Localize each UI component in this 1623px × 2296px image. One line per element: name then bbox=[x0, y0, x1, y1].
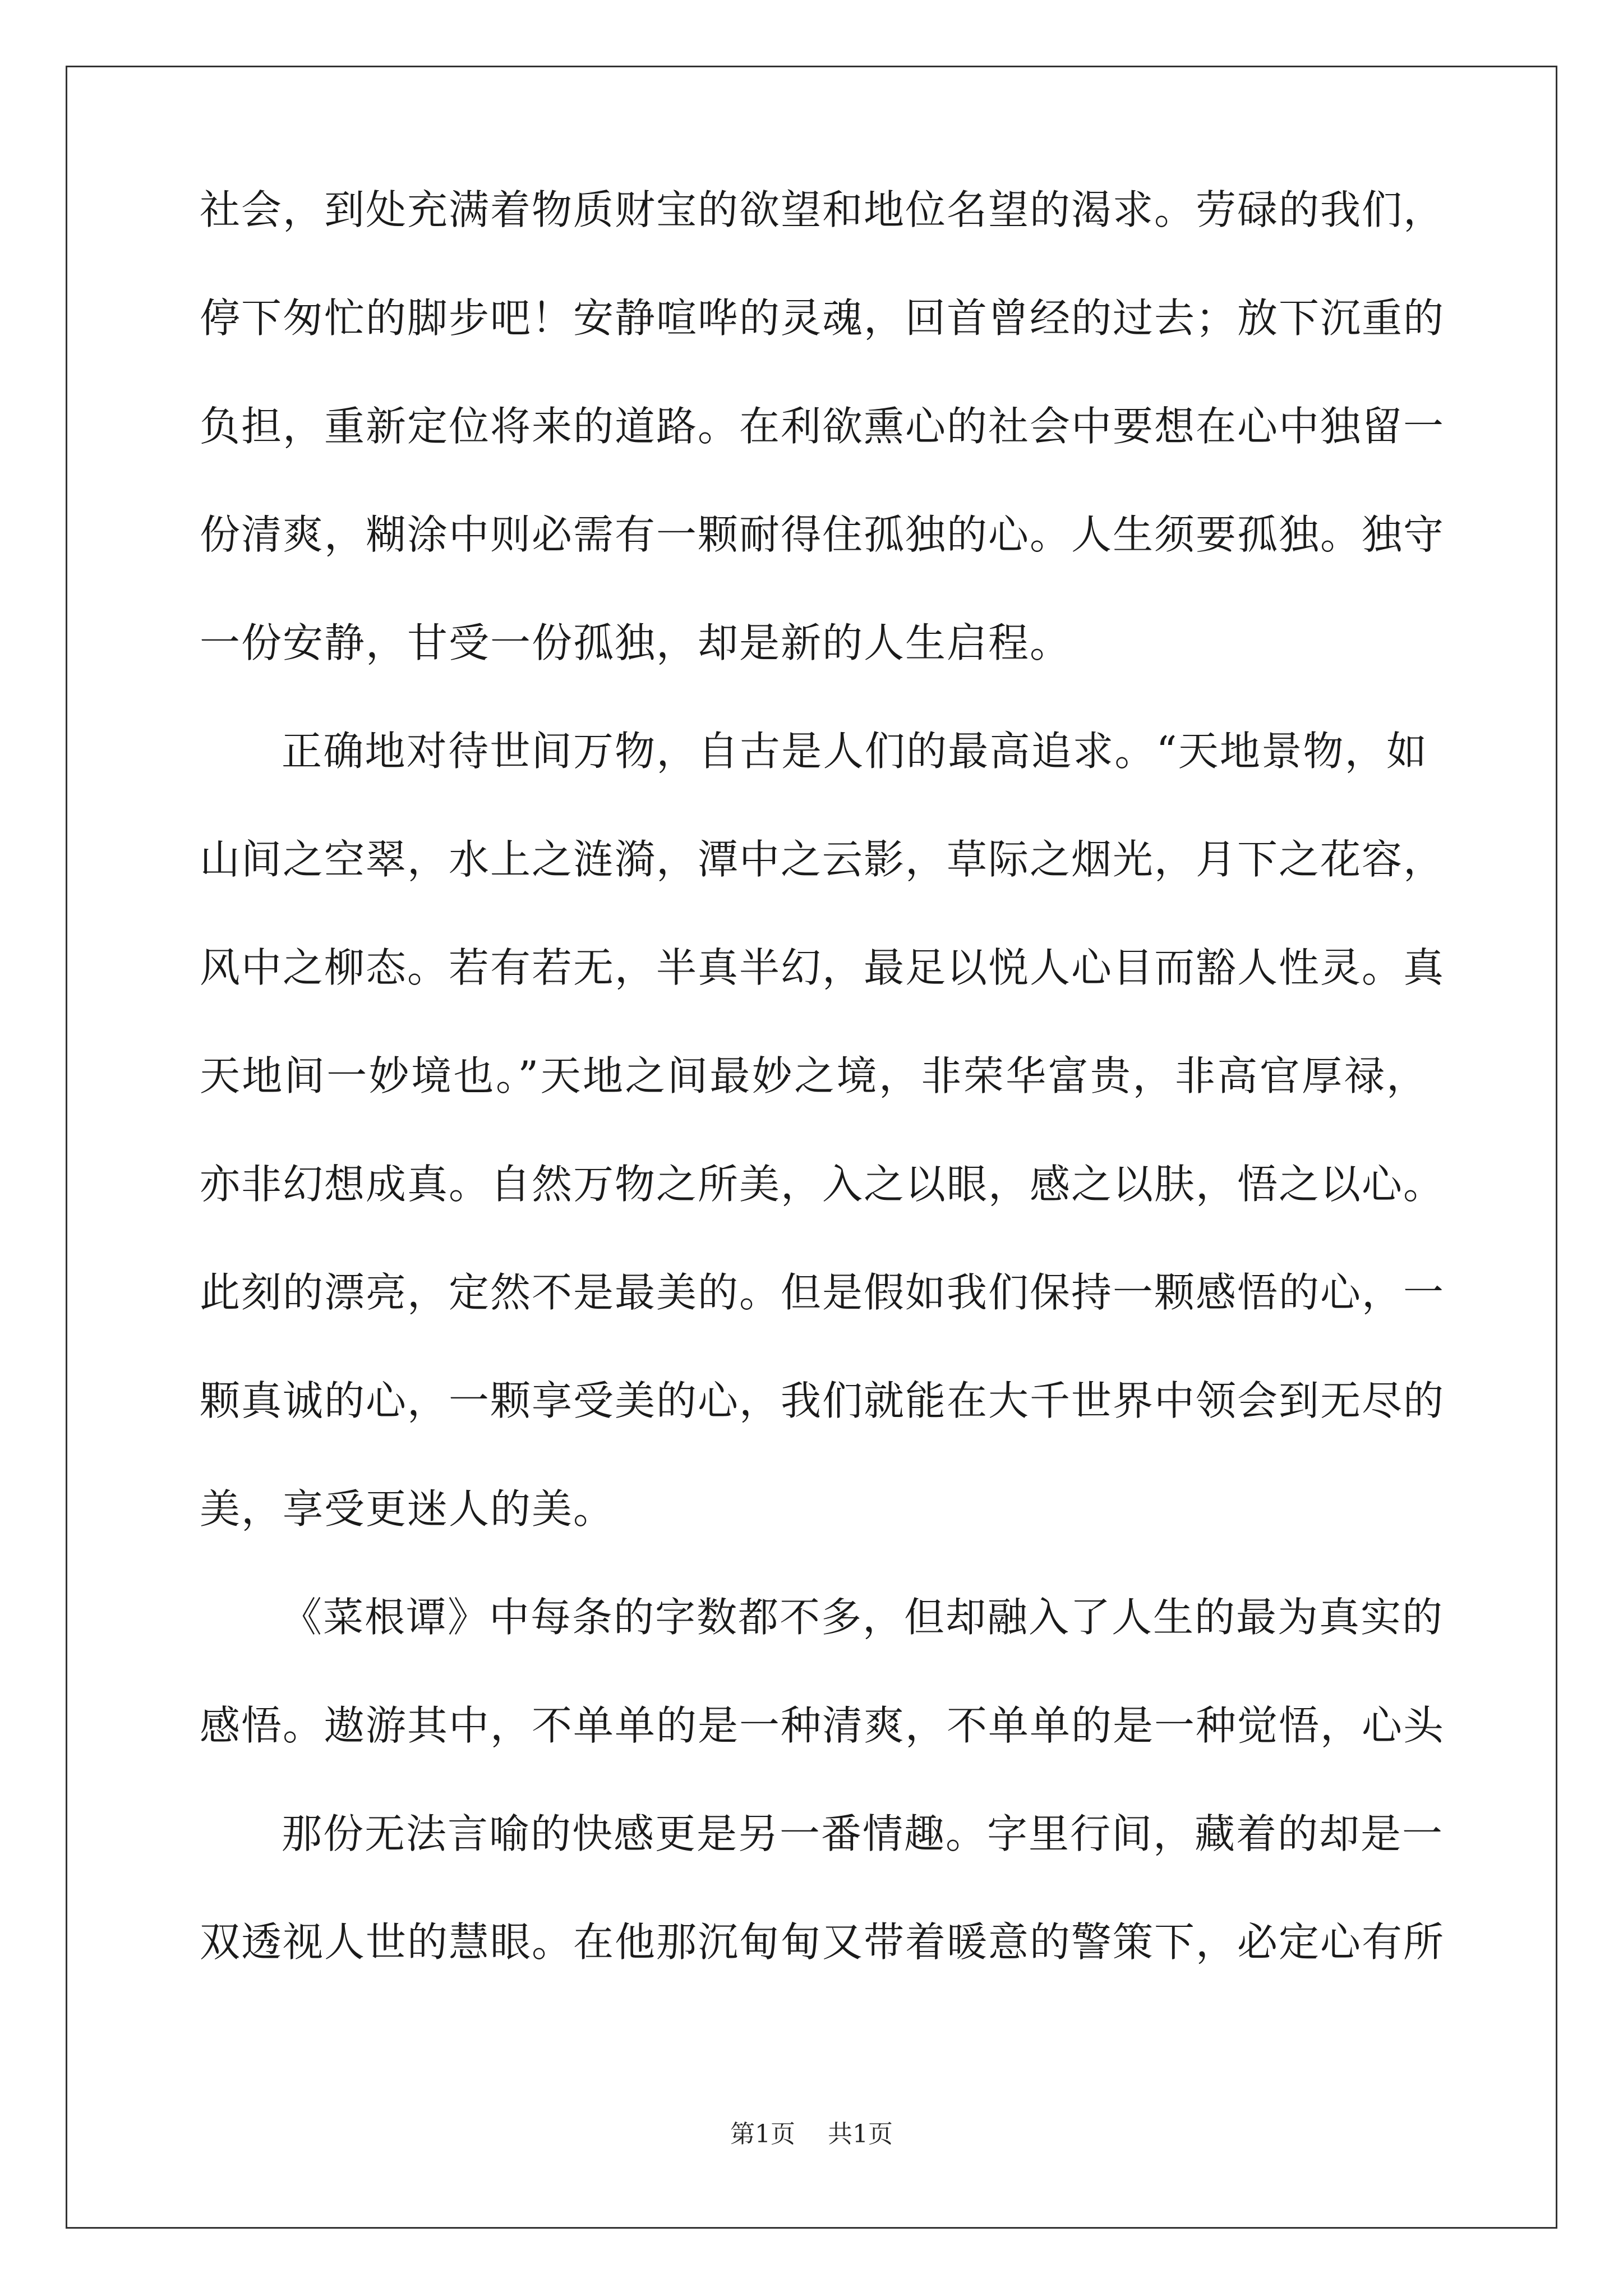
text-line: 此刻的漂亮，定然不是最美的。但是假如我们保持一颗感悟的心，一 bbox=[200, 1269, 1445, 1316]
text-line: 那份无法言喻的快感更是另一番情趣。字里行间，藏着的却是一 bbox=[282, 1810, 1444, 1857]
text-line: 风中之柳态。若有若无，半真半幻，最足以悦人心目而豁人性灵。真 bbox=[200, 944, 1445, 991]
page-footer bbox=[0, 2120, 1623, 2148]
text-line: 天地间一妙境也。”天地之间最妙之境，非荣华富贵，非高官厚禄， bbox=[200, 1052, 1428, 1099]
text-line: 一份安静，甘受一份孤独，却是新的人生启程。 bbox=[200, 619, 1072, 666]
text-line: 社会，到处充满着物质财宝的欲望和地位名望的渴求。劳碌的我们， bbox=[200, 186, 1445, 233]
text-line: 正确地对待世间万物，自古是人们的最高追求。“天地景物，如 bbox=[282, 728, 1428, 775]
text-line: 美，享受更迷人的美。 bbox=[200, 1485, 615, 1533]
text-line: 亦非幻想成真。自然万物之所美，入之以眼，感之以肤，悟之以心。 bbox=[200, 1161, 1445, 1208]
text-line: 负担，重新定位将来的道路。在利欲熏心的社会中要想在心中独留一 bbox=[200, 403, 1445, 450]
text-line: 停下匆忙的脚步吧！安静喧哗的灵魂，回首曾经的过去；放下沉重的 bbox=[200, 295, 1445, 342]
text-line: 《菜根谭》中每条的字数都不多，但却融入了人生的最为真实的 bbox=[282, 1594, 1444, 1641]
page-number: 第1页 bbox=[730, 2120, 795, 2148]
document-body bbox=[200, 186, 1445, 2030]
page-total: 共1页 bbox=[828, 2120, 893, 2148]
text-line: 颗真诚的心，一颗享受美的心，我们就能在大千世界中领会到无尽的 bbox=[200, 1377, 1445, 1424]
text-line: 份清爽，糊涂中则必需有一颗耐得住孤独的心。人生须要孤独。独守 bbox=[200, 511, 1445, 558]
text-line: 双透视人世的慧眼。在他那沉甸甸又带着暖意的警策下，必定心有所 bbox=[200, 1918, 1445, 1966]
text-line: 感悟。遨游其中，不单单的是一种清爽，不单单的是一种觉悟，心头 bbox=[200, 1702, 1445, 1749]
text-line: 山间之空翠，水上之涟漪，潭中之云影，草际之烟光，月下之花容， bbox=[200, 836, 1445, 883]
